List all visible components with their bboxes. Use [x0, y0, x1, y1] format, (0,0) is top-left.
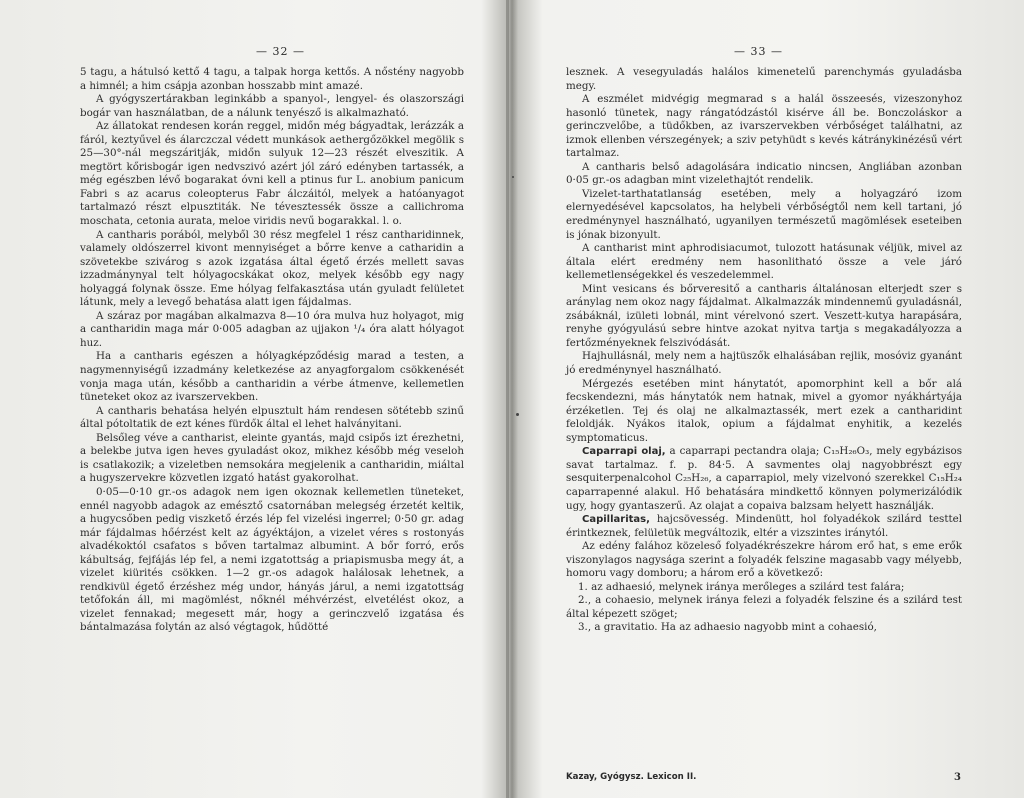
paragraph — [80, 120, 464, 228]
paper-speck — [516, 413, 519, 416]
paragraph — [80, 310, 464, 351]
paragraph-text: Hajhullásnál, mely nem a hajtüszők elhalásában rejlik, mosóviz gyanánt jó eredménynyel használható. — [566, 350, 962, 377]
paragraph — [80, 229, 464, 310]
paragraph — [566, 242, 962, 283]
paragraph — [566, 161, 962, 188]
page-number: — 32 — — [256, 45, 305, 58]
paragraph-text: Vizelet-tarthatatlanság esetében, mely a holyagzáró izom elernyedésével kapcsolatos, ha helybeli vérbőségtől nem kell tartani, jó eredménynyel használható, ugyanilyen természetű magömlések eseteiben is jónak bizonyult. — [566, 187, 962, 241]
entry-heading: Capillaritas, — [582, 514, 650, 526]
paragraph — [80, 350, 464, 404]
paragraph — [566, 378, 962, 446]
paragraph — [566, 93, 962, 161]
paragraph-text: A cantharist mint aphrodisiacumot, tulozott hatásunak véljük, mivel az általa elért eredmény nem hasonlitható össze a vele járó kellemetlenségekkel és veszedelemmel. — [566, 242, 962, 282]
paragraph-text: 5 tagu, a hátulsó kettő 4 tagu, a talpak horga kettős. A nőstény nagyobb a himnél; a him csápja azonban hosszabb mint amazé. — [80, 66, 464, 92]
paragraph — [80, 486, 464, 635]
paragraph-text: A eszmélet midvégig megmarad s a halál összeesés, vizeszonyhoz hasonló tünetek, nagy rángatódzástól kisérve áll be. Bonczoláskor a gerinczvelőbe, a tüdőkben, az ivarszervekben vérbőséget találhatni, az izmok ellenben vérszegények; a sziv petyhüdt s kevés kátránykinézésű vért tartalmaz. — [566, 93, 962, 160]
left-page — [0, 0, 508, 798]
paragraph — [80, 66, 464, 93]
paragraph-text: 2., a cohaesio, melynek iránya felezi a folyadék felszine és a szilárd test által képezett szöget; — [566, 594, 962, 620]
paragraph — [566, 540, 962, 581]
entry-heading: Caparrapi olaj, — [582, 446, 666, 458]
paragraph-text: 3., a gravitatio. Ha az adhaesio nagyobb mint a cohaesió, — [578, 621, 877, 634]
paragraph-text: 0·05—0·10 gr.-os adagok nem igen okoznak kellemetlen tüneteket, ennél nagyobb adagok az emésztő csatornában melegség érzetét keltik, a hugycsőben pedig viszkető érzés lép fel vizelési ingerrel; 0·50 gr. adag már fájdalmas hőérzést kelt az ágyéktájon, a vizelet véres s rostonyás alvadékoktól csafatos s bőven tartalmaz albumint. A bőr forró, erős kábultság, fejfájás lép fel, a nemi izgatottság a priapismusba megy át, a vizelet kiürités csökken. 1—2 gr.-os adagok halálosak lehetnek, a rendkivül égető érzéshez még undor, hányás járul, a nemi izgatottság tetőfokán áll, mi magömlést, nőknél méhvérzést, elvetélést okoz, a vizelet fennakad; megesett már, hogy a gerinczvelő izgatása és bántalmazása folytán az alsó végtagok, hűdötté — [80, 485, 464, 634]
paragraph — [566, 188, 962, 242]
paragraph-text: 1. az adhaesió, melynek iránya merőleges a szilárd test falára; — [578, 580, 905, 593]
paragraph-text: Belsőleg véve a cantharist, eleinte gyantás, majd csipős izt érezhetni, a belekbe jutva igen heves gyuladást okoz, mikhez később még veseloh is csatlakozik; a vizeletben nemsokára megjelenik a cantharidin, miáltal a hugyszervekre közvetlen izgató hatást gyakorolhat. — [80, 431, 464, 485]
paragraph — [566, 350, 962, 377]
paragraph — [566, 513, 962, 540]
paper-speck — [512, 176, 514, 178]
paragraph — [566, 445, 962, 513]
page-body — [566, 66, 962, 635]
paragraph-text: Mérgezés esetében mint hánytatót, apomorphint kell a bőr alá fecskendezni, más hánytatók nem hatnak, mivel a gyomor nyákhártyája érzéketlen. Tej és olaj ne alkalmaztassék, mert ezek a cantharidint feloldják. Nyákos italok, opium a fájdalmat enyhitik, a kezelés symptomaticus. — [566, 377, 962, 444]
paragraph-text: A száraz por magában alkalmazva 8—10 óra mulva huz holyagot, mig a cantharidin maga már 0·005 adagban az ujjakon ¹/₄ óra alatt hólyagot huz. — [80, 309, 464, 349]
paragraph-text: Az állatokat rendesen korán reggel, midőn még bágyadtak, lerázzák a fáról, keztyűvel és álarczczal védett munkások aethergőzökkel megölik s 25—30°-nál megszáritják, midőn sulyuk 12—23 részét elveszitik. A megtört kőrisbogár igen nedvszivó azért jól záró edényben tartassék, a még egészben lévő bogarakat óvni kell a ptinus fur L. anobium panicum Fabri s az acarus coleopterus Fabr álczáitól, melyek a hatóanyagot tartalmazó részt elpusztiták. Ne tévesztessék össze a callichroma moschata, cetonia aurata, meloe viridis nevű bogarakkal. l. o. — [80, 120, 464, 228]
page-body — [80, 66, 464, 635]
paragraph — [80, 432, 464, 486]
paragraph-text: Az edény falához közeleső folyadékrészekre három erő hat, s eme erők viszonylagos nagysága szerint a folyadék felszine magasabb vagy mélyebb, homoru vagy domboru; a három erő a következő: — [566, 540, 962, 580]
paragraph-text: hajcsövesség. Mindenütt, hol folyadékok szilárd testtel érintkeznek, felületük megváltozik, eltér a vizszintes iránytól. — [566, 513, 962, 539]
paragraph — [566, 66, 962, 93]
paragraph-text: Mint vesicans és bőrveresitő a cantharis általánosan elterjedt szer s aránylag nem okoz nagy fájdalmat. Alkalmazzák mindennemű gyuladásnál, zsábáknál, izületi lobnál, mint vérelvonó szert. Veszett-kutya harapására, renyhe gyógyulású sebre hintve azokat nyitva tartja s megakadályozza a fertőzményeknek felszivódását. — [566, 282, 962, 349]
sheet-number: 3 — [954, 772, 961, 783]
paragraph-text: lesznek. A vesegyuladás halálos kimenetelű parenchymás gyuladásba megy. — [566, 66, 962, 92]
paragraph-text: A cantharis behatása helyén elpusztult hám rendesen sötétebb szinű által pótoltatik de ezt kénes fürdők által el lehet halványitani. — [80, 404, 464, 431]
paragraph — [566, 594, 962, 621]
right-page — [514, 0, 1024, 798]
paragraph — [566, 581, 962, 595]
paragraph — [566, 621, 962, 635]
paragraph-text: Ha a cantharis egészen a hólyagképződésig marad a testen, a nagymennyiségű izzadmány keletkezése az anyagforgalom csökkenését vonja maga után, később a cantharidin a vérbe átmenve, kellemetlen tüneteket okoz az ivarszervekben. — [80, 350, 464, 404]
page-number: — 33 — — [734, 45, 783, 58]
paragraph-text: A cantharis porából, melyből 30 rész megfelel 1 rész cantharidinnek, valamely oldószerrel kivont mennyiséget a bőrre kenve a catharidin a szövetekbe szivárog s azok izgatása által égető érzés mellett savas izzadmánynyal telt hólyagocskákat okoz, melyek később egy nagy holyaggá folynak össze. Eme hólyag felfakasztása után gyuladt felületet látunk, mely a levegő behatása alatt igen fájdalmas. — [80, 228, 464, 309]
paragraph — [80, 405, 464, 432]
paragraph-text: A gyógyszertárakban leginkább a spanyol-, lengyel- és olaszországi bogár van használatban, de a nálunk tenyésző is alkalmazható. — [80, 93, 464, 119]
paragraph — [566, 283, 962, 351]
paragraph — [80, 93, 464, 120]
paragraph-text: a caparrapi pectandra olaja; C₁₅H₂₆O₃, mely egybázisos savat tartalmaz. f. p. 84·5. A savmentes olaj nagyobbrészt egy sesquiterpenalcohol C₂₅H₂₆, a caparrapiol, mely vizelvonó szerekkel C₁₅H₂₄ caparrapenné alakul. Hő behatására mindkettő könnyen polymerizálódik ugy, hogy gyantaszerű. Az olajat a copaiva balzsam helyett használják. — [566, 445, 962, 512]
printer-signature: Kazay, Gyógysz. Lexicon II. — [566, 772, 697, 782]
paragraph-text: A cantharis belső adagolására indicatio nincsen, Angliában azonban 0·05 gr.-os adagban mint vizelethajtót rendelik. — [566, 160, 962, 187]
